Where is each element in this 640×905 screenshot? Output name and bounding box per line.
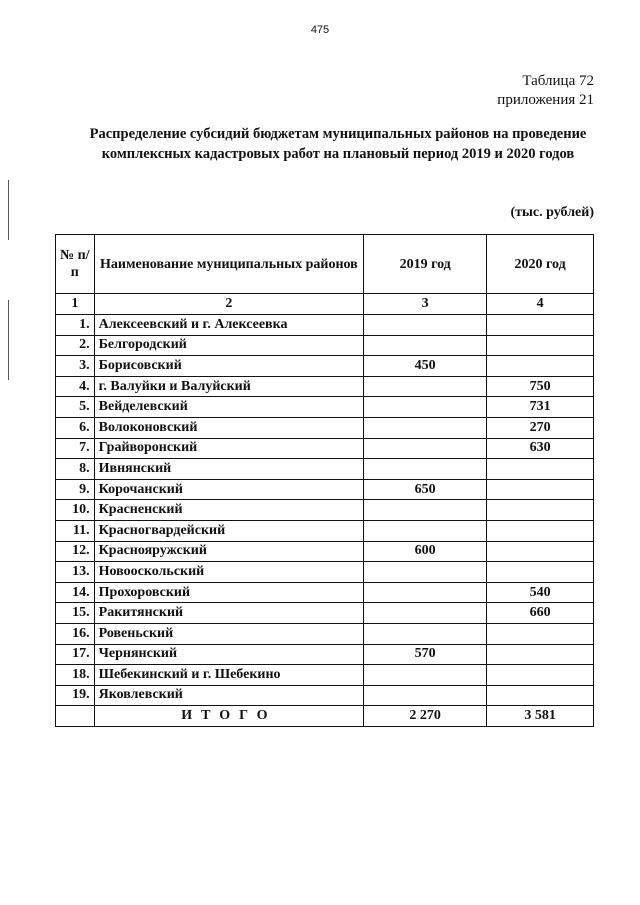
document-title: Распределение субсидий бюджетам муниципальных районов на проведение комплексных кадастровых работ на плановый период 2019 и 2020 годов (89, 126, 587, 162)
value-2020: 270 (487, 417, 594, 438)
value-2020 (487, 665, 594, 686)
total-2019: 2 270 (364, 706, 487, 727)
scan-artifact (8, 180, 9, 240)
value-2019: 600 (364, 541, 487, 562)
row-number: 6. (56, 417, 95, 438)
table-row (56, 397, 594, 418)
district-name: Вейделевский (94, 397, 364, 418)
table-row (56, 603, 594, 624)
value-2020: 630 (487, 438, 594, 459)
total-num-cell (56, 706, 95, 727)
district-name: Ивнянский (94, 459, 364, 480)
table-row (56, 644, 594, 665)
district-name: Ровеньский (94, 623, 364, 644)
row-number: 4. (56, 376, 95, 397)
value-2019 (364, 335, 487, 356)
value-2019: 570 (364, 644, 487, 665)
row-number: 8. (56, 459, 95, 480)
district-name: Яковлевский (94, 685, 364, 706)
table-row (56, 562, 594, 583)
table-row (56, 665, 594, 686)
district-name: Корочанский (94, 479, 364, 500)
value-2020 (487, 541, 594, 562)
page-number: 475 (310, 24, 330, 36)
value-2020 (487, 644, 594, 665)
table-reference (497, 72, 594, 110)
value-2019 (364, 665, 487, 686)
total-2020: 3 581 (487, 706, 594, 727)
value-2020: 540 (487, 582, 594, 603)
total-row (56, 706, 594, 727)
district-name: Ракитянский (94, 603, 364, 624)
row-number: 3. (56, 356, 95, 377)
row-number: 12. (56, 541, 95, 562)
district-name: Краснояружский (94, 541, 364, 562)
table-row (56, 356, 594, 377)
column-number: 3 (364, 294, 487, 315)
district-name: г. Валуйки и Валуйский (94, 376, 364, 397)
value-2020 (487, 562, 594, 583)
scan-artifact (8, 300, 9, 380)
table-row (56, 582, 594, 603)
district-name: Красногвардейский (94, 520, 364, 541)
table-row (56, 417, 594, 438)
row-number: 7. (56, 438, 95, 459)
header-name: Наименование муниципальных районов (94, 235, 364, 294)
row-number: 17. (56, 644, 95, 665)
units-label: (тыс. рублей) (510, 205, 594, 220)
district-name: Волоконовский (94, 417, 364, 438)
value-2020 (487, 335, 594, 356)
value-2019 (364, 685, 487, 706)
value-2019: 450 (364, 356, 487, 377)
district-name: Новооскольский (94, 562, 364, 583)
district-name: Чернянский (94, 644, 364, 665)
district-name: Красненский (94, 500, 364, 521)
value-2019 (364, 603, 487, 624)
value-2020 (487, 479, 594, 500)
header-2020: 2020 год (487, 235, 594, 294)
table-reference-line2: приложения 21 (497, 92, 594, 108)
table-row (56, 623, 594, 644)
value-2019 (364, 438, 487, 459)
district-name: Прохоровский (94, 582, 364, 603)
value-2019 (364, 500, 487, 521)
table-row (56, 459, 594, 480)
column-number: 4 (487, 294, 594, 315)
table-row (56, 376, 594, 397)
row-number: 11. (56, 520, 95, 541)
table-header-row (56, 235, 594, 294)
value-2019 (364, 520, 487, 541)
value-2020: 750 (487, 376, 594, 397)
table-row (56, 541, 594, 562)
column-number-row (56, 294, 594, 315)
table-row (56, 500, 594, 521)
row-number: 13. (56, 562, 95, 583)
value-2019 (364, 582, 487, 603)
table-row (56, 685, 594, 706)
row-number: 10. (56, 500, 95, 521)
column-number: 2 (94, 294, 364, 315)
value-2020 (487, 356, 594, 377)
row-number: 5. (56, 397, 95, 418)
row-number: 16. (56, 623, 95, 644)
value-2020 (487, 520, 594, 541)
value-2019 (364, 623, 487, 644)
table-row (56, 335, 594, 356)
value-2020 (487, 500, 594, 521)
table-row (56, 315, 594, 336)
header-2019: 2019 год (364, 235, 487, 294)
row-number: 9. (56, 479, 95, 500)
value-2020 (487, 623, 594, 644)
row-number: 15. (56, 603, 95, 624)
value-2020: 731 (487, 397, 594, 418)
district-name: Шебекинский и г. Шебекино (94, 665, 364, 686)
district-name: Грайворонский (94, 438, 364, 459)
value-2020 (487, 459, 594, 480)
value-2020: 660 (487, 603, 594, 624)
column-number: 1 (56, 294, 95, 315)
district-name: Белгородский (94, 335, 364, 356)
row-number: 19. (56, 685, 95, 706)
value-2019 (364, 562, 487, 583)
district-name: Борисовский (94, 356, 364, 377)
row-number: 1. (56, 315, 95, 336)
table-row (56, 479, 594, 500)
value-2019 (364, 315, 487, 336)
district-name: Алексеевский и г. Алексеевка (94, 315, 364, 336)
table-row (56, 520, 594, 541)
value-2019: 650 (364, 479, 487, 500)
value-2019 (364, 459, 487, 480)
header-num: № п/п (56, 235, 95, 294)
row-number: 14. (56, 582, 95, 603)
value-2019 (364, 376, 487, 397)
value-2020 (487, 315, 594, 336)
row-number: 18. (56, 665, 95, 686)
value-2019 (364, 417, 487, 438)
table-row (56, 438, 594, 459)
total-label: ИТОГО (94, 706, 364, 727)
value-2020 (487, 685, 594, 706)
subsidy-table (55, 234, 594, 727)
row-number: 2. (56, 335, 95, 356)
value-2019 (364, 397, 487, 418)
table-reference-line1: Таблица 72 (522, 73, 594, 89)
